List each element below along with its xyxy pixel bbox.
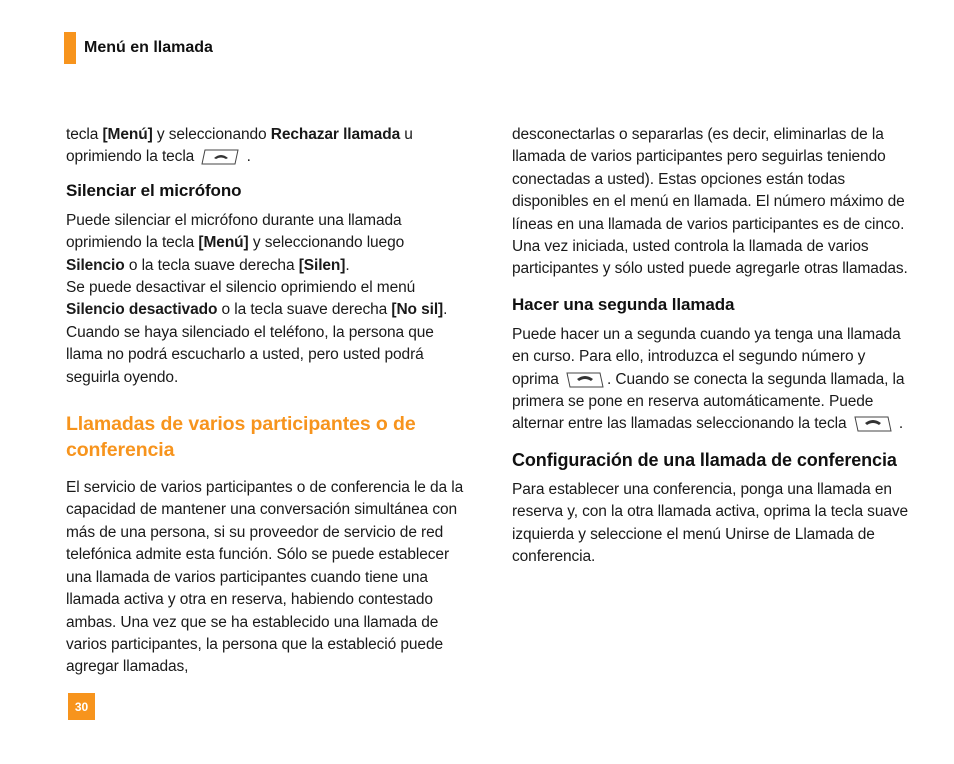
end-call-key-icon <box>200 148 240 166</box>
menu-key-ref: [Menú] <box>198 234 249 252</box>
text: . <box>894 415 904 433</box>
mute-option-ref: Silencio <box>66 256 125 274</box>
text: Puede hacer un a segunda cuando ya tenga una llamada en curso. Para ello, introduzca el segundo número y oprima <box>512 325 901 388</box>
text: . <box>443 301 448 319</box>
text: tecla <box>66 126 103 143</box>
config-heading: Configuración de una llamada de conferencia <box>512 449 897 470</box>
header-accent-bar <box>64 32 76 64</box>
text: Puede silenciar el micrófono durante una llamada oprimiendo la tecla <box>66 211 402 252</box>
text: . Cuando se conecta la segunda llamada, la primera se pone en reserva automáticamente. Puede alternar entre las llamadas seleccionando la tecla <box>512 370 905 433</box>
mute-paragraph <box>66 210 466 389</box>
config-paragraph: Para establecer una conferencia, ponga una llamada en reserva y, con la otra llamada activa, oprima la tecla suave izquierda y seleccione el menú Unirse de Llamada de conferencia. <box>512 480 909 566</box>
text: y seleccionando luego <box>248 234 405 252</box>
text: o la tecla suave derecha <box>217 301 392 319</box>
conference-section-heading: Llamadas de varios participantes o de conferencia <box>66 413 416 462</box>
nosil-key-ref: [No sil] <box>391 301 444 319</box>
text: u oprimiendo la tecla <box>66 126 413 166</box>
continued-paragraph: desconectarlas o separarlas (es decir, eliminarlas de la llamada de varios participantes pero seguirlas teniendo conectadas a usted). Estas opciones están todas disponibles en el menú en llamada. El número máximo de líneas en una llamada de varios participantes es de cinco. Una vez iniciada, usted controla la llamada de varios participantes y sólo usted puede agregarle otras llamadas. <box>512 126 908 278</box>
right-column <box>512 124 912 569</box>
conference-paragraph: El servicio de varios participantes o de conferencia le da la capacidad de mantener una conversación simultánea con más de una persona, si su proveedor de servicio de red telefónica admite esta función. Sólo se puede establecer una llamada de varios participantes cuando tiene una llamada activa y otra en reserva, habiendo contestado ambas. Una vez que se ha establecido una llamada de varios participantes, la persona que la estableció puede agregar llamadas, <box>66 479 464 676</box>
left-column <box>66 124 466 679</box>
silen-key-ref: [Silen] <box>298 256 346 274</box>
text: y seleccionando <box>152 126 271 143</box>
unmute-option-ref: Silencio desactivado <box>66 301 218 319</box>
page-number: 30 <box>68 693 95 720</box>
second-call-heading: Hacer una segunda llamada <box>512 294 735 314</box>
second-call-paragraph <box>512 324 912 436</box>
text: . <box>242 148 251 166</box>
text: o la tecla suave derecha <box>124 256 299 274</box>
reject-call-ref: Rechazar llamada <box>270 126 401 143</box>
text: Se puede desactivar el silencio oprimiendo el menú <box>66 279 416 297</box>
text: Cuando se haya silenciado el teléfono, la persona que llama no podrá escucharlo a usted, pero usted podrá seguirla oyendo. <box>66 323 434 386</box>
menu-key-ref: [Menú] <box>102 126 153 143</box>
text: . <box>345 256 350 274</box>
send-key-icon <box>565 371 605 389</box>
intro-paragraph <box>66 124 466 169</box>
page-header <box>64 32 213 64</box>
mute-heading: Silenciar el micrófono <box>66 180 242 200</box>
send-key-icon <box>853 415 893 433</box>
header-title: Menú en llamada <box>84 39 213 56</box>
